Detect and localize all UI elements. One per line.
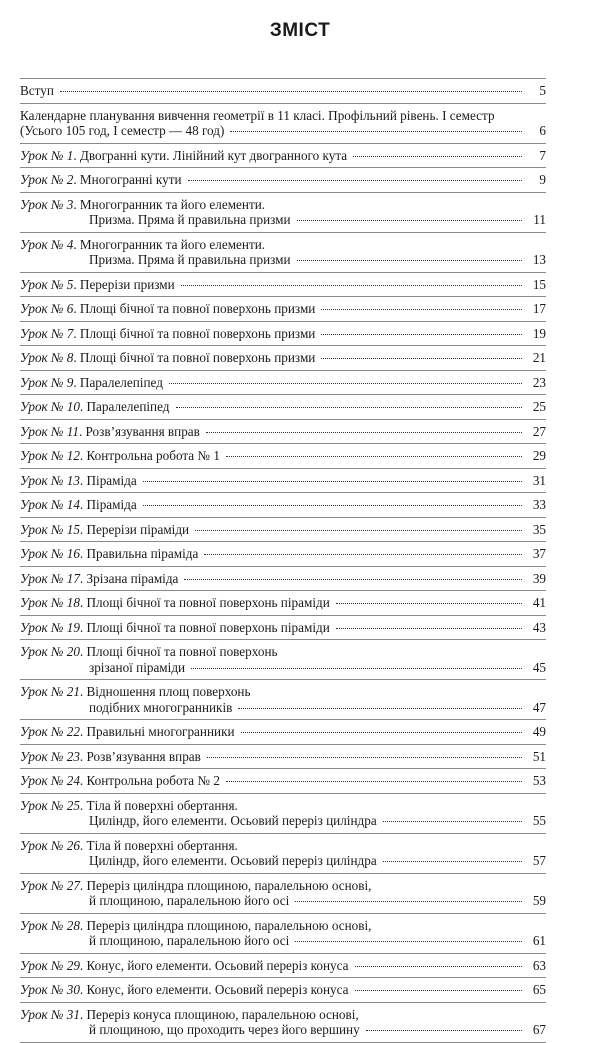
toc-entry-line	[20, 853, 546, 869]
toc-entry[interactable]	[20, 769, 546, 794]
dot-leader	[383, 821, 522, 822]
toc-lesson-number: Урок № 28 .	[20, 918, 83, 933]
toc-entry[interactable]	[20, 371, 546, 396]
toc-lesson-number: Урок № 6 .	[20, 301, 77, 316]
toc-entry-title: Конус, його елементи. Осьовий переріз конуса	[86, 957, 349, 973]
toc-entry-line	[20, 773, 546, 789]
toc-entry-line	[20, 473, 546, 489]
toc-entry-title: Призма. Пряма й правильна призми	[89, 252, 291, 267]
toc-entry-title: Переріз циліндра площиною, паралельною основі,	[86, 877, 372, 893]
toc-entry-title: Розв’язування вправ	[86, 748, 201, 764]
dot-leader	[226, 456, 522, 457]
toc-lesson-number: Урок № 7 .	[20, 326, 77, 341]
toc-entry-title: Календарне планування вивчення геометрії в 11 класі. Профільний рівень. І семестр	[20, 107, 495, 123]
dot-leader	[226, 781, 522, 782]
toc-lesson-number: Урок № 2 .	[20, 172, 77, 187]
toc-entry-title: Многогранник та його елементи.	[79, 196, 266, 212]
toc-page-number: 23	[532, 374, 546, 390]
toc-entry-line	[20, 197, 546, 213]
toc-page-number: 9	[539, 172, 546, 187]
page-title: ЗМІСТ	[269, 20, 331, 41]
toc-lesson-number: Урок № 27 .	[20, 878, 83, 893]
toc-entry-line	[20, 933, 546, 949]
dot-leader	[181, 285, 522, 286]
toc-lesson-number: Урок № 12 .	[20, 448, 83, 463]
toc-entry[interactable]	[20, 469, 546, 494]
toc-lesson-number: Урок № 14 .	[20, 497, 83, 512]
toc-entry[interactable]	[20, 273, 546, 298]
toc-entry-line	[20, 1022, 546, 1038]
toc-entry[interactable]	[20, 874, 546, 914]
toc-entry-title: Циліндр, його елементи. Осьовий переріз циліндра	[89, 813, 377, 828]
toc-entry-line	[20, 448, 546, 464]
toc-lesson-number: Урок № 10 .	[20, 399, 83, 414]
toc-entry-line	[20, 813, 546, 829]
toc-entry[interactable]	[20, 640, 546, 680]
toc-lesson-number: Урок № 16 .	[20, 546, 83, 561]
toc-lesson-number: Урок № 29 .	[20, 958, 83, 973]
toc-entry[interactable]	[20, 1003, 546, 1043]
toc-entry-line	[20, 148, 546, 164]
toc-entry-title: зрізаної піраміди	[89, 659, 186, 675]
toc-lesson-number: Урок № 15 .	[20, 522, 83, 537]
dot-leader	[321, 334, 522, 335]
toc-lesson-number: Урок № 1 .	[20, 148, 77, 163]
toc-entry[interactable]	[20, 542, 546, 567]
toc-entry[interactable]	[20, 794, 546, 834]
toc-lesson-number: Урок № 25 .	[20, 798, 83, 813]
toc-entry-line	[20, 301, 546, 317]
toc-entry[interactable]	[20, 168, 546, 193]
toc-entry-line	[20, 252, 546, 268]
toc-page-number: 35	[532, 521, 546, 537]
toc-page-number: 13	[532, 252, 546, 267]
toc-entry-title: й площиною, що проходить через його вершину	[89, 1022, 360, 1037]
toc-entry-line	[20, 893, 546, 909]
toc-entry[interactable]	[20, 834, 546, 874]
dot-leader	[238, 708, 522, 709]
toc-page-number: 33	[532, 497, 546, 512]
toc-entry-line	[20, 798, 546, 814]
toc-entry[interactable]	[20, 591, 546, 616]
toc-entry-title: Вступ	[20, 83, 54, 98]
dot-leader	[355, 966, 522, 967]
toc-entry[interactable]	[20, 322, 546, 347]
toc-lesson-number: Урок № 3 .	[20, 197, 77, 212]
toc-entry-title: Циліндр, його елементи. Осьовий переріз циліндра	[89, 853, 377, 868]
toc-lesson-number: Урок № 22 .	[20, 724, 83, 739]
dot-leader	[366, 1030, 522, 1031]
toc-lesson-number: Урок № 18 .	[20, 595, 83, 610]
toc-entry-title: й площиною, паралельною його осі	[89, 893, 290, 908]
toc-entry-title: Двогранні кути. Лінійний кут двогранного кута	[79, 147, 348, 163]
toc-lesson-number: Урок № 8 .	[20, 350, 77, 365]
toc-page-number: 59	[532, 893, 546, 908]
toc-page-number: 61	[532, 933, 546, 948]
dot-leader	[241, 732, 522, 733]
toc-entry-title: Площі бічної та повної поверхонь	[86, 644, 278, 659]
dot-leader	[176, 407, 523, 408]
toc-entry[interactable]	[20, 444, 546, 469]
toc-entry-line	[20, 571, 546, 587]
dot-leader	[195, 530, 522, 531]
toc-page-number: 53	[532, 773, 546, 788]
dot-leader	[353, 156, 522, 157]
toc-entry-line	[20, 878, 546, 894]
toc-lesson-number: Урок № 4 .	[20, 237, 77, 252]
toc-entry-line	[20, 399, 546, 415]
toc-entry-title: Конус, його елементи. Осьовий переріз конуса	[86, 982, 349, 997]
toc-entry-line	[20, 497, 546, 513]
dot-leader	[297, 260, 522, 261]
toc-entry-title: й площиною, паралельною його осі	[89, 933, 290, 948]
toc-entry[interactable]	[20, 954, 546, 979]
toc-entry-line	[20, 108, 546, 124]
toc-page-number: 19	[532, 325, 546, 341]
toc-entry-title: Переріз конуса площиною, паралельною основі,	[86, 1006, 359, 1022]
toc-entry-line	[20, 424, 546, 440]
toc-entry-title: Переріз циліндра площиною, паралельною основі,	[86, 917, 372, 933]
toc-entry[interactable]	[20, 567, 546, 592]
toc-lesson-number: Урок № 30 .	[20, 982, 83, 997]
dot-leader	[60, 91, 522, 92]
toc-entry[interactable]	[20, 346, 546, 371]
toc-page-number: 47	[532, 699, 546, 715]
toc-page-number: 25	[532, 399, 546, 414]
toc-entry-line	[20, 700, 546, 716]
toc-entry-line	[20, 522, 546, 538]
toc-entry-line	[20, 644, 546, 660]
toc-entry-title: Площі бічної та повної поверхонь піраміди	[86, 595, 330, 610]
toc-entry-title: Многогранник та його елементи.	[79, 236, 266, 252]
toc-entry-line	[20, 958, 546, 974]
toc-entry[interactable]	[20, 616, 546, 641]
toc-entry[interactable]	[20, 144, 546, 169]
toc-entry[interactable]	[20, 680, 546, 720]
toc-entry-line	[20, 749, 546, 765]
toc-page-number: 57	[532, 853, 546, 868]
toc-page-number: 51	[532, 748, 546, 764]
toc-entry-line	[20, 918, 546, 934]
dot-leader	[169, 383, 522, 384]
dot-leader	[383, 861, 522, 862]
toc-entry-title: Площі бічної та повної поверхонь призми	[79, 325, 316, 341]
toc-page-number: 11	[533, 212, 546, 227]
toc-entry-title: Многогранні кути	[79, 172, 182, 187]
toc-page-number: 63	[532, 957, 546, 973]
toc-entry-line	[20, 620, 546, 636]
toc-entry-line	[20, 838, 546, 854]
toc-entry-line	[20, 375, 546, 391]
toc-entry[interactable]	[20, 493, 546, 518]
toc-page-number: 27	[532, 423, 546, 439]
toc-lesson-number: Урок № 24 .	[20, 773, 83, 788]
dot-leader	[143, 505, 522, 506]
dot-leader	[184, 579, 522, 580]
toc-lesson-number: Урок № 31 .	[20, 1007, 83, 1022]
dot-leader	[295, 901, 522, 902]
toc-entry[interactable]	[20, 395, 546, 420]
toc-entry-title: Зрізана піраміда	[86, 570, 179, 586]
toc-entry-title: Площі бічної та повної поверхонь призми	[79, 350, 316, 365]
toc-entry-title: Перерізи призми	[79, 276, 175, 292]
toc-entry[interactable]	[20, 420, 546, 445]
dot-leader	[355, 990, 522, 991]
toc-entry[interactable]	[20, 745, 546, 770]
toc-lesson-number: Урок № 11 .	[20, 424, 82, 439]
toc-entry-line	[20, 212, 546, 228]
toc-entry-title: Правильні многогранники	[86, 724, 235, 739]
toc-entry-line	[20, 83, 546, 99]
toc-page-number: 21	[532, 350, 546, 365]
toc-entry-line	[20, 172, 546, 188]
toc-entry-line	[20, 684, 546, 700]
toc-page-number: 29	[532, 448, 546, 463]
toc-entry[interactable]	[20, 914, 546, 954]
toc-page-number: 7	[539, 147, 546, 163]
toc-lesson-number: Урок № 13 .	[20, 473, 83, 488]
toc-entry[interactable]	[20, 104, 546, 144]
toc-entry-title: Піраміда	[86, 497, 137, 512]
toc-page-number: 6	[539, 123, 546, 138]
toc-entry-title: Розв’язування вправ	[85, 423, 200, 439]
toc-entry-title: Правильна піраміда	[86, 546, 199, 561]
toc-page-number: 55	[532, 813, 546, 828]
dot-leader	[297, 220, 522, 221]
toc-page-number: 39	[532, 570, 546, 586]
dot-leader	[321, 358, 522, 359]
toc-entry[interactable]	[20, 193, 546, 233]
toc-entry-line	[20, 277, 546, 293]
toc-entry[interactable]	[20, 518, 546, 543]
dot-leader	[321, 309, 522, 310]
toc-entry[interactable]	[20, 297, 546, 322]
toc-entry-title: Перерізи піраміди	[86, 521, 190, 537]
dot-leader	[206, 432, 522, 433]
toc-entry-title: Площі бічної та повної поверхонь піраміди	[86, 619, 330, 635]
toc-entry-line	[20, 595, 546, 611]
toc-entry-line	[20, 982, 546, 998]
toc-entry-title: (Усього 105 год, І семестр — 48 год)	[20, 123, 225, 138]
toc-page-number: 65	[532, 982, 546, 997]
toc-page-number: 41	[532, 595, 546, 610]
toc-entry-title: Тіла й поверхні обертання.	[86, 837, 238, 853]
toc-entry-line	[20, 123, 546, 139]
toc-entry-line	[20, 350, 546, 366]
toc-entry-title: подібних многогранників	[89, 699, 233, 715]
toc-entry-line	[20, 326, 546, 342]
dot-leader	[295, 941, 522, 942]
toc-lesson-number: Урок № 26 .	[20, 838, 83, 853]
dot-leader	[188, 180, 522, 181]
toc-entry-title: Паралелепіпед	[86, 399, 170, 414]
toc-entry-title: Тіла й поверхні обертання.	[86, 797, 238, 813]
toc-entry-title: Площі бічної та повної поверхонь призми	[79, 301, 316, 316]
toc-entry-line	[20, 724, 546, 740]
toc-lesson-number: Урок № 17 .	[20, 571, 83, 586]
toc-entry-line	[20, 237, 546, 253]
toc-page-number: 15	[532, 276, 546, 292]
toc-entry-title: Контрольна робота № 2	[86, 773, 220, 788]
dot-leader	[191, 668, 522, 669]
toc-entry-line	[20, 1007, 546, 1023]
toc-page-number: 43	[532, 619, 546, 635]
toc-lesson-number: Урок № 19 .	[20, 620, 83, 635]
toc-lesson-number: Урок № 23 .	[20, 749, 83, 764]
toc-entry-title: Призма. Пряма й правильна призми	[89, 212, 291, 227]
toc-page-number: 37	[532, 546, 546, 561]
toc-lesson-number: Урок № 5 .	[20, 277, 77, 292]
toc-entry[interactable]	[20, 720, 546, 745]
toc-entry[interactable]	[20, 78, 546, 104]
toc-entry-title: Піраміда	[86, 472, 137, 488]
toc-lesson-number: Урок № 20 .	[20, 644, 83, 659]
toc-page-number: 17	[532, 301, 546, 316]
toc-entry[interactable]	[20, 233, 546, 273]
toc-lesson-number: Урок № 21 .	[20, 684, 83, 699]
toc-page-number: 45	[532, 659, 546, 675]
toc-page-number: 31	[532, 472, 546, 488]
dot-leader	[336, 628, 522, 629]
dot-leader	[143, 481, 522, 482]
dot-leader	[336, 603, 522, 604]
table-of-contents	[20, 78, 546, 1043]
dot-leader	[207, 757, 522, 758]
dot-leader	[204, 554, 522, 555]
toc-entry-title: Паралелепіпед	[79, 374, 163, 390]
toc-entry-title: Контрольна робота № 1	[86, 448, 220, 463]
toc-page-number: 49	[532, 724, 546, 739]
toc-entry-line	[20, 660, 546, 676]
toc-entry[interactable]	[20, 978, 546, 1003]
toc-lesson-number: Урок № 9 .	[20, 375, 77, 390]
toc-page-number: 5	[539, 83, 546, 98]
toc-entry-title: Відношення площ поверхонь	[86, 684, 251, 699]
toc-page-number: 67	[532, 1022, 546, 1037]
toc-entry-line	[20, 546, 546, 562]
dot-leader	[230, 131, 522, 132]
